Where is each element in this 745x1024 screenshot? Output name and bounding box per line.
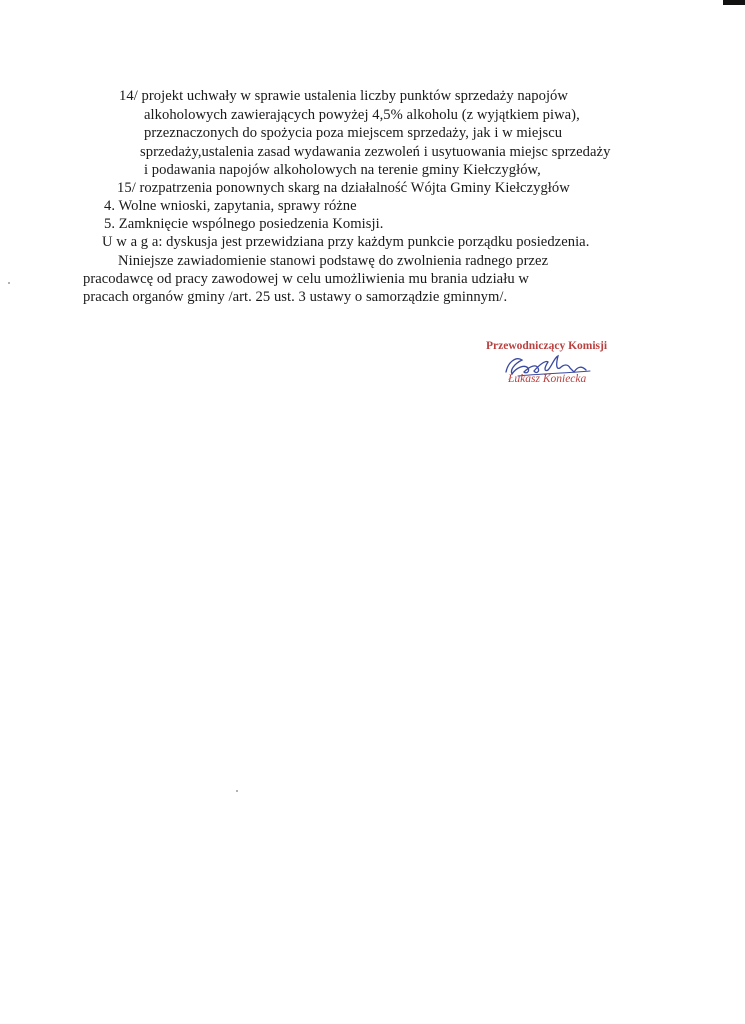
agenda-item-14-line-4: sprzedaży,ustalenia zasad wydawania zezwoleń i usytuowania miejsc sprzedaży: [140, 144, 611, 160]
agenda-item-15: 15/ rozpatrzenia ponownych skarg na działalność Wójta Gminy Kiełczygłów: [117, 180, 570, 196]
notice-paragraph-line-1: Niniejsze zawiadomienie stanowi podstawę do zwolnienia radnego przez: [118, 253, 549, 269]
handwritten-signature: [478, 338, 628, 398]
notice-paragraph-line-3: pracach organów gminy /art. 25 ust. 3 ustawy o samorządzie gminnym/.: [83, 289, 508, 305]
signature-name: Łukasz Koniecka: [508, 373, 587, 385]
scan-edge-mark: [723, 0, 745, 5]
notice-paragraph-line-2: pracodawcę od pracy zawodowej w celu umożliwienia mu brania udziału w: [83, 271, 529, 287]
scan-speck: [236, 790, 238, 792]
signature-stamp: [478, 338, 628, 398]
agenda-item-14-line-5: i podawania napojów alkoholowych na terenie gminy Kiełczygłów,: [144, 162, 541, 178]
agenda-item-14-line-2: alkoholowych zawierających powyżej 4,5% alkoholu (z wyjątkiem piwa),: [144, 107, 580, 123]
agenda-item-5: 5. Zamknięcie wspólnego posiedzenia Komisji.: [104, 216, 384, 232]
agenda-item-14-line-3: przeznaczonych do spożycia poza miejscem sprzedaży, jak i w miejscu: [144, 125, 563, 141]
scan-speck: [8, 282, 10, 284]
agenda-item-4: 4. Wolne wnioski, zapytania, sprawy różne: [104, 198, 357, 214]
note-line: U w a g a: dyskusja jest przewidziana przy każdym punkcie porządku posiedzenia.: [102, 234, 590, 250]
agenda-item-14-line-1: 14/ projekt uchwały w sprawie ustalenia liczby punktów sprzedaży napojów: [119, 88, 568, 104]
signature-title: Przewodniczący Komisji: [486, 340, 608, 352]
